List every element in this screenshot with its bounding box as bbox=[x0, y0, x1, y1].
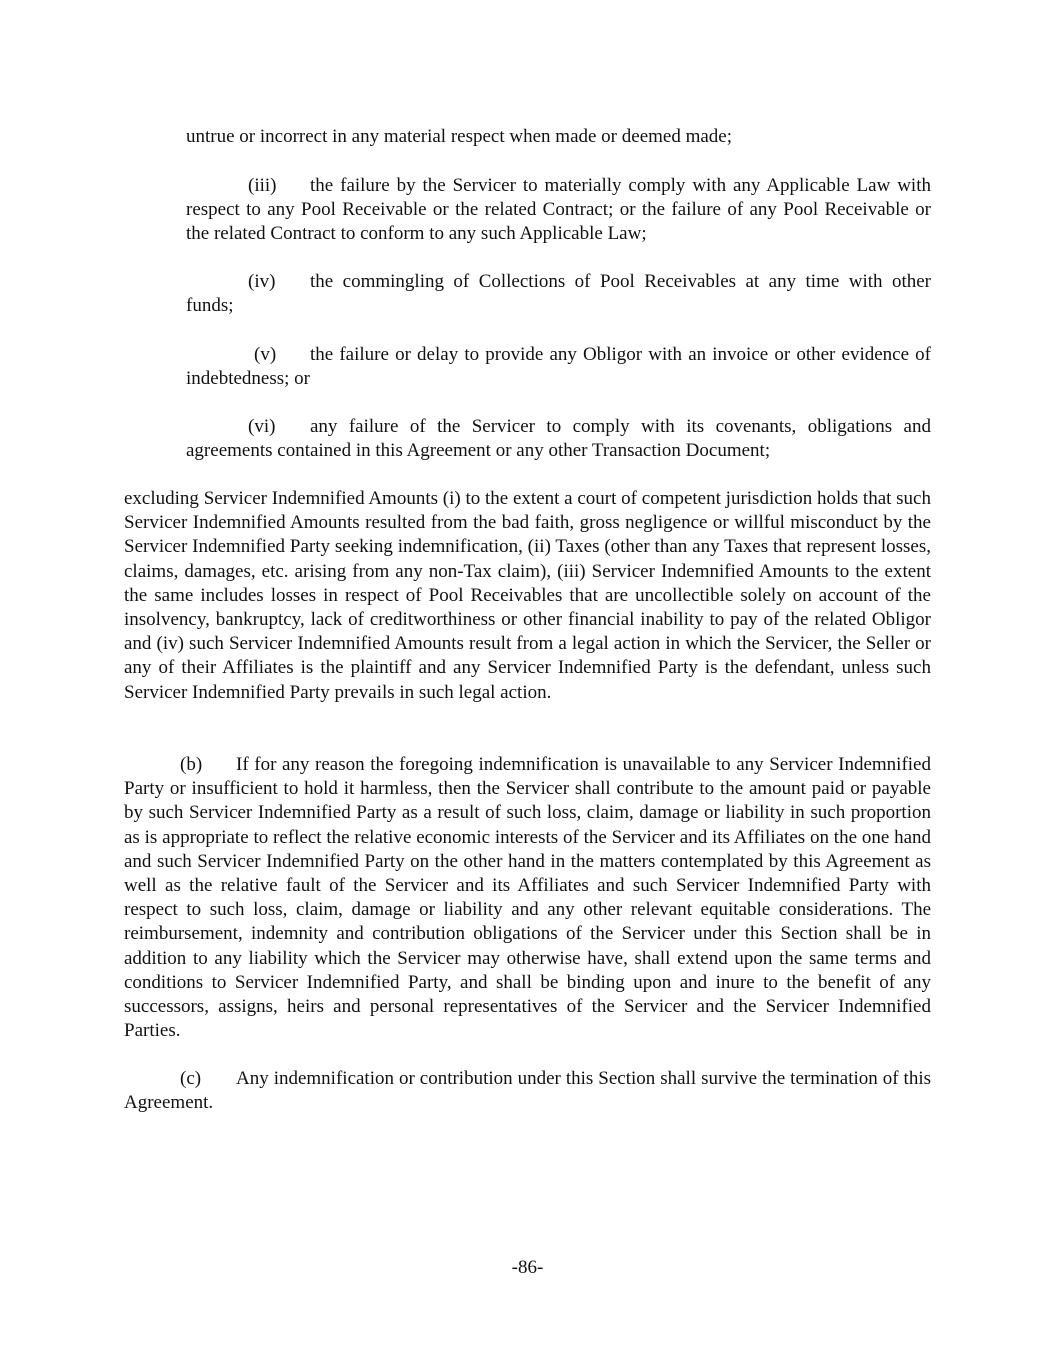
item-vi bbox=[186, 415, 931, 463]
item-iv bbox=[186, 270, 931, 318]
item-iii-text: the failure by the Servicer to materially comply with any Applicable Law with respect to any Pool Receivable or the related Contract; or the failure of any Pool Receivable or the related Contract to conform to any such Applicable Law; bbox=[186, 175, 931, 245]
item-v-text: the failure or delay to provide any Obligor with an invoice or other evidence of indebtedness; or bbox=[186, 344, 931, 390]
paragraph-b-number: (b) bbox=[180, 754, 203, 775]
paragraph-c bbox=[124, 1067, 931, 1115]
paragraph-b-text: If for any reason the foregoing indemnification is unavailable to any Servicer Indemnified Party or insufficient to hold it harmless, then the Servicer shall contribute to the amount paid or payable by such Servicer Indemnified Party as a result of such loss, claim, damage or liability in such proportion as is appropriate to reflect the relative economic interests of the Servicer and its Affiliates on the one hand and such Servicer Indemnified Party on the other hand in the matters contemplated by this Agreement as well as the relative fault of the Servicer and its Affiliates and such Servicer Indemnified Party with respect to such loss, claim, damage or liability and any other relevant equitable considerations. The reimbursement, indemnity and contribution obligations of the Servicer under this Section shall be in addition to any liability which the Servicer may otherwise have, shall extend upon the same terms and conditions to Servicer Indemnified Party, and shall be binding upon and inure to the benefit of any successors, assigns, heirs and personal representatives of the Servicer and the Servicer Indemnified Parties. bbox=[124, 754, 931, 1042]
excluding-paragraph: excluding Servicer Indemnified Amounts (i) to the extent a court of competent jurisdiction holds that such Servicer Indemnified Amounts resulted from the bad faith, gross negligence or willful misconduct by the Servicer Indemnified Party seeking indemnification, (ii) Taxes (other than any Taxes that represent losses, claims, damages, etc. arising from any non-Tax claim), (iii) Servicer Indemnified Amounts to the extent the same includes losses in respect of Pool Receivables that are uncollectible solely on account of the insolvency, bankruptcy, lack of creditworthiness or other financial inability to pay of the related Obligor and (iv) such Servicer Indemnified Amounts result from a legal action in which the Servicer, the Seller or any of their Affiliates is the plaintiff and any Servicer Indemnified Party is the defendant, unless such Servicer Indemnified Party prevails in such legal action. bbox=[124, 488, 931, 703]
continuation-line: untrue or incorrect in any material respect when made or deemed made; bbox=[186, 126, 733, 147]
item-iv-number: (iv) bbox=[248, 271, 276, 292]
item-iii-number: (iii) bbox=[248, 175, 277, 196]
paragraph-b bbox=[124, 753, 931, 1043]
item-v-number: (v) bbox=[254, 344, 277, 365]
paragraph-c-number: (c) bbox=[180, 1068, 202, 1089]
item-v bbox=[186, 343, 931, 391]
item-iii bbox=[186, 174, 931, 247]
item-vi-text: any failure of the Servicer to comply with its covenants, obligations and agreements contained in this Agreement or any other Transaction Document; bbox=[186, 416, 931, 462]
page-number: -86- bbox=[511, 1257, 544, 1278]
item-iv-text: the commingling of Collections of Pool Receivables at any time with other funds; bbox=[186, 271, 931, 317]
paragraph-c-text: Any indemnification or contribution under this Section shall survive the termination of this Agreement. bbox=[124, 1068, 931, 1114]
item-vi-number: (vi) bbox=[248, 416, 276, 437]
